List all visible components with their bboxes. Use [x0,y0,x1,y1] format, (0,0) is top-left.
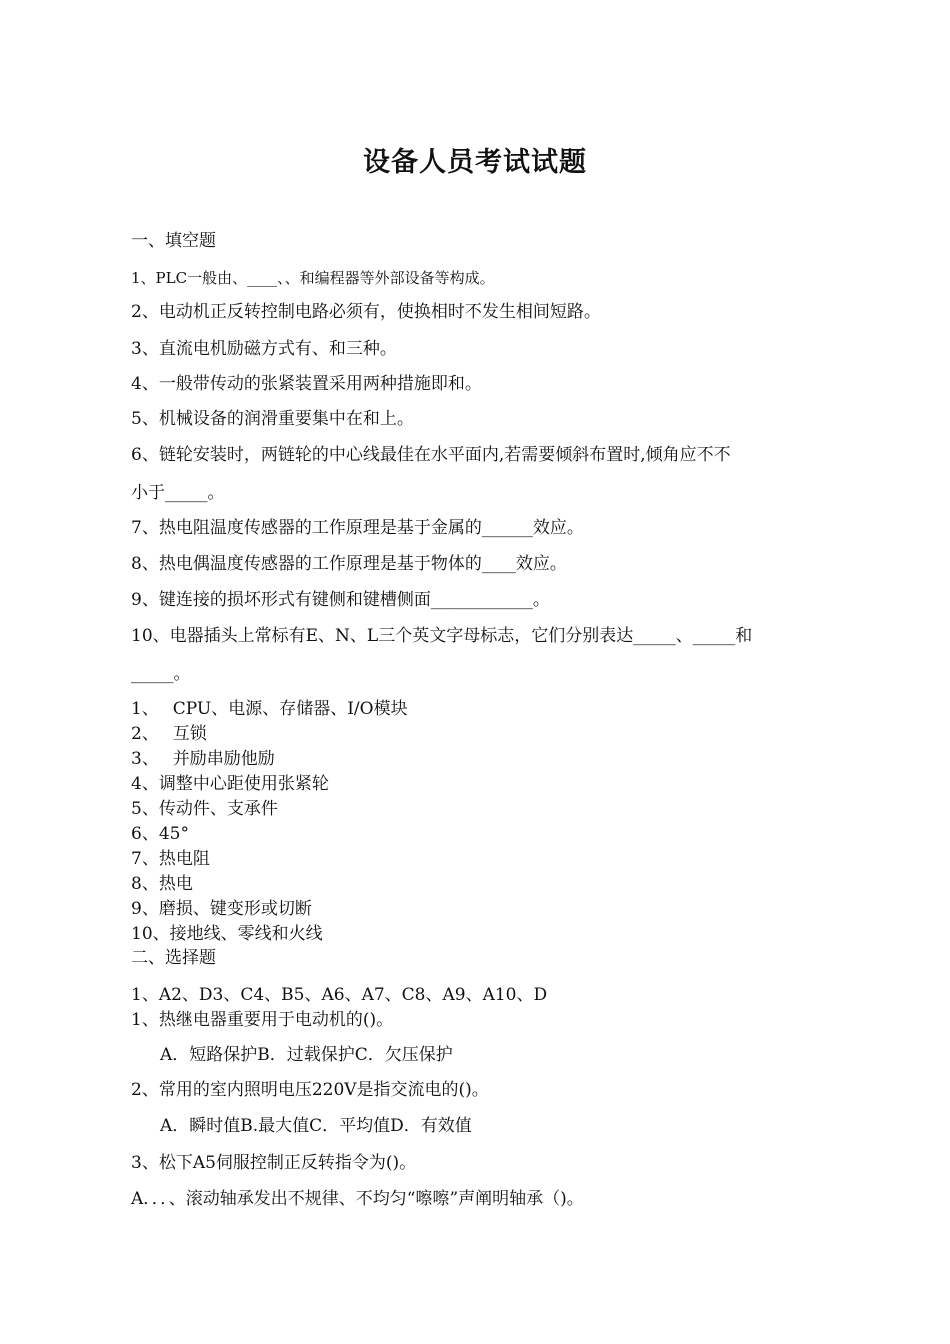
choice-question: A．．．、滚动轴承发出不规律、不均匀“嚓嚓”声阐明轴承（)。 [131,1189,584,1209]
fill-answer: 2、 互锁 [131,724,207,744]
choice-answer-key: 1、A2、D3、C4、B5、A6、A7、C8、A9、A10、D [131,985,548,1005]
fill-question: 5、机械设备的润滑重要集中在和上。 [131,409,414,429]
fill-question: 8、热电偶温度传感器的工作原理是基于物体的____效应。 [131,554,567,574]
fill-answer: 8、热电 [131,874,193,894]
fill-question: 9、键连接的损坏形式有键侧和键槽侧面____________。 [131,590,550,610]
choice-question: 2、常用的室内照明电压220V是指交流电的()。 [131,1080,489,1100]
fill-question: 10、电器插头上常标有E、N、L三个英文字母标志，它们分别表达_____、_____和 [131,626,753,646]
section-heading-choice: 二、选择题 [131,948,216,968]
fill-question: 4、一般带传动的张紧装置采用两种措施即和。 [131,374,482,394]
choice-question: 3、松下A5伺服控制正反转指令为()。 [131,1153,417,1173]
fill-answer: 10、接地线、零线和火线 [131,924,323,944]
choice-options: A．瞬时值B.最大值C．平均值D．有效值 [160,1116,472,1136]
fill-question: _____。 [131,664,191,684]
fill-question: 2、电动机正反转控制电路必须有，使换相时不发生相间短路。 [131,302,601,322]
fill-question: 6、链轮安装时，两链轮的中心线最佳在水平面内,若需要倾斜布置时,倾角应不不 [131,445,731,465]
page-title: 设备人员考试试题 [363,147,587,178]
fill-answer: 9、磨损、键变形或切断 [131,899,312,919]
fill-question: 7、热电阻温度传感器的工作原理是基于金属的______效应。 [131,518,584,538]
fill-question: 小于_____。 [131,483,225,503]
fill-answer: 3、 并励串励他励 [131,749,275,769]
choice-question: 1、热继电器重要用于电动机的()。 [131,1010,394,1030]
fill-answer: 4、调整中心距使用张紧轮 [131,774,329,794]
fill-answer: 1、 CPU、电源、存储器、I/O模块 [131,699,408,719]
choice-options: A．短路保护B．过载保护C．欠压保护 [160,1045,453,1065]
fill-question: 3、直流电机励磁方式有、和三种。 [131,339,397,359]
fill-answer: 7、热电阻 [131,849,210,869]
fill-answer: 6、45° [131,824,189,844]
section-heading-fill: 一、填空题 [131,231,216,251]
fill-question: 1、PLC一般由、____、、和编程器等外部设备等构成。 [131,269,495,287]
fill-answer: 5、传动件、支承件 [131,799,278,819]
